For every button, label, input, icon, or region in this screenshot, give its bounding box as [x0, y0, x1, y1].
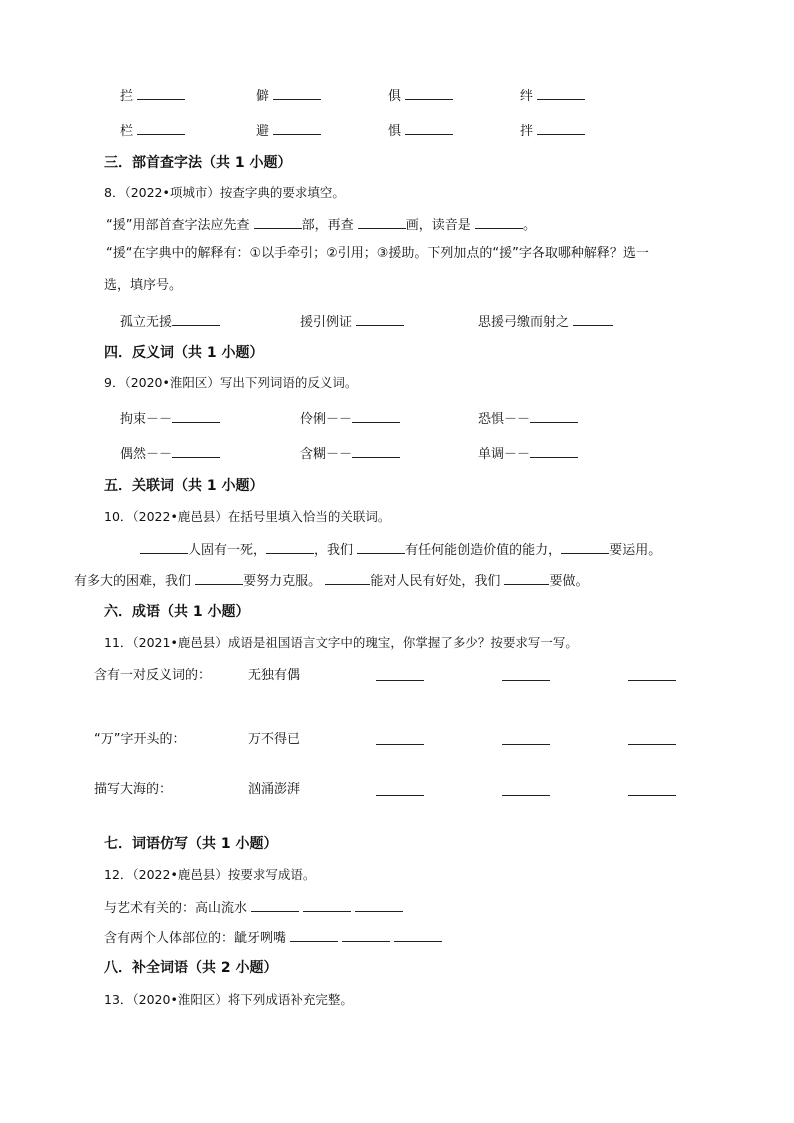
idiom-item: 思援弓缴而射之 [478, 312, 613, 332]
question-stem: 12．（2022•鹿邑县）按要求写成语。 [104, 867, 316, 882]
answer-blank[interactable] [303, 898, 351, 912]
question-line: 与艺术有关的：高山流水 [104, 898, 403, 918]
char-label: 绊 [520, 89, 534, 104]
question-stem: 13．（2020•淮阳区）将下列成语补充完整。 [104, 992, 353, 1007]
antonym-item: 偶然－－ [120, 444, 220, 464]
section-heading: 四．反义词（共 1 小题） [104, 345, 264, 361]
section-heading: 三．部首查字法（共 1 小题） [104, 155, 292, 171]
antonym-item: 含糊－－ [300, 444, 400, 464]
idiom-row-label: 含有一对反义词的： [94, 668, 212, 683]
question-line: 人固有一死， ，我们 有任何能创造价值的能力， 要运用。 [140, 540, 661, 560]
answer-blank[interactable] [628, 795, 676, 796]
answer-blank[interactable] [342, 928, 390, 942]
answer-blank[interactable] [537, 121, 585, 135]
answer-blank[interactable] [273, 86, 321, 100]
idiom-example: 无独有偶 [248, 668, 301, 683]
answer-blank[interactable] [628, 744, 676, 745]
answer-blank[interactable] [356, 312, 404, 326]
char-label: 俱 [388, 89, 402, 104]
answer-blank[interactable] [273, 121, 321, 135]
answer-blank[interactable] [502, 680, 550, 681]
answer-blank[interactable] [355, 898, 403, 912]
idiom-example: 万不得已 [248, 732, 301, 747]
idiom-row-label: “万”字开头的： [94, 732, 186, 747]
question-stem: 9．（2020•淮阳区）写出下列词语的反义词。 [104, 375, 358, 390]
answer-blank[interactable] [266, 540, 314, 554]
answer-blank[interactable] [537, 86, 585, 100]
answer-blank[interactable] [502, 744, 550, 745]
char-item [388, 121, 453, 141]
antonym-item: 恐惧－－ [478, 409, 578, 429]
answer-blank[interactable] [358, 215, 406, 229]
answer-blank[interactable] [628, 680, 676, 681]
char-label: 惧 [388, 124, 402, 139]
answer-blank[interactable] [504, 571, 549, 585]
section-heading: 八．补全词语（共 2 小题） [104, 960, 278, 976]
question-line: “援”用部首查字法应先查 部，再查 画，读音是 。 [106, 215, 536, 235]
section-heading: 六．成语（共 1 小题） [104, 604, 250, 620]
answer-blank[interactable] [405, 86, 453, 100]
char-item [120, 86, 185, 106]
answer-blank[interactable] [530, 409, 578, 423]
answer-blank[interactable] [172, 444, 220, 458]
char-item [256, 86, 321, 106]
answer-blank[interactable] [172, 409, 220, 423]
idiom-item: 援引例证 [300, 312, 404, 332]
answer-blank[interactable] [140, 540, 188, 554]
answer-blank[interactable] [325, 571, 370, 585]
answer-blank[interactable] [376, 680, 424, 681]
antonym-item: 单调－－ [478, 444, 578, 464]
idiom-item: 孤立无援 [120, 312, 220, 332]
char-item [256, 121, 321, 141]
char-label: 栏 [120, 124, 134, 139]
answer-blank[interactable] [290, 928, 338, 942]
answer-blank[interactable] [530, 444, 578, 458]
answer-blank[interactable] [357, 540, 405, 554]
question-stem: 10．（2022•鹿邑县）在括号里填入恰当的关联词。 [104, 509, 391, 524]
answer-blank[interactable] [195, 571, 243, 585]
answer-blank[interactable] [475, 215, 523, 229]
idiom-example: 汹涌澎湃 [248, 782, 301, 797]
answer-blank[interactable] [254, 215, 302, 229]
answer-blank[interactable] [394, 928, 442, 942]
section-heading: 七．词语仿写（共 1 小题） [104, 836, 278, 852]
char-item [120, 121, 185, 141]
char-label: 拌 [520, 124, 534, 139]
antonym-item: 拘束－－ [120, 409, 220, 429]
question-line: 有多大的困难，我们 要努力克服。 能对人民有好处，我们 要做。 [74, 571, 588, 591]
char-label: 僻 [256, 89, 270, 104]
answer-blank[interactable] [376, 744, 424, 745]
question-line: 选，填序号。 [104, 278, 183, 293]
answer-blank[interactable] [137, 121, 185, 135]
char-label: 拦 [120, 89, 134, 104]
char-label: 避 [256, 124, 270, 139]
answer-blank[interactable] [376, 795, 424, 796]
answer-blank[interactable] [573, 312, 613, 326]
idiom-row-label: 描写大海的： [94, 782, 173, 797]
char-item [388, 86, 453, 106]
question-line: 含有两个人体部位的：龇牙咧嘴 [104, 928, 442, 948]
question-stem: 11．（2021•鹿邑县）成语是祖国语言文字中的瑰宝，你掌握了多少？按要求写一写。 [104, 635, 578, 650]
answer-blank[interactable] [352, 444, 400, 458]
section-heading: 五．关联词（共 1 小题） [104, 478, 264, 494]
antonym-item: 伶俐－－ [300, 409, 400, 429]
answer-blank[interactable] [352, 409, 400, 423]
question-line: “援“在字典中的解释有：①以手牵引；②引用；③援助。下列加点的“援”字各取哪种解释？选一 [106, 246, 649, 261]
answer-blank[interactable] [502, 795, 550, 796]
char-item [520, 86, 585, 106]
answer-blank[interactable] [137, 86, 185, 100]
answer-blank[interactable] [251, 898, 299, 912]
question-stem: 8．（2022•项城市）按查字典的要求填空。 [104, 185, 345, 200]
char-item [520, 121, 585, 141]
answer-blank[interactable] [561, 540, 609, 554]
answer-blank[interactable] [172, 312, 220, 326]
answer-blank[interactable] [405, 121, 453, 135]
